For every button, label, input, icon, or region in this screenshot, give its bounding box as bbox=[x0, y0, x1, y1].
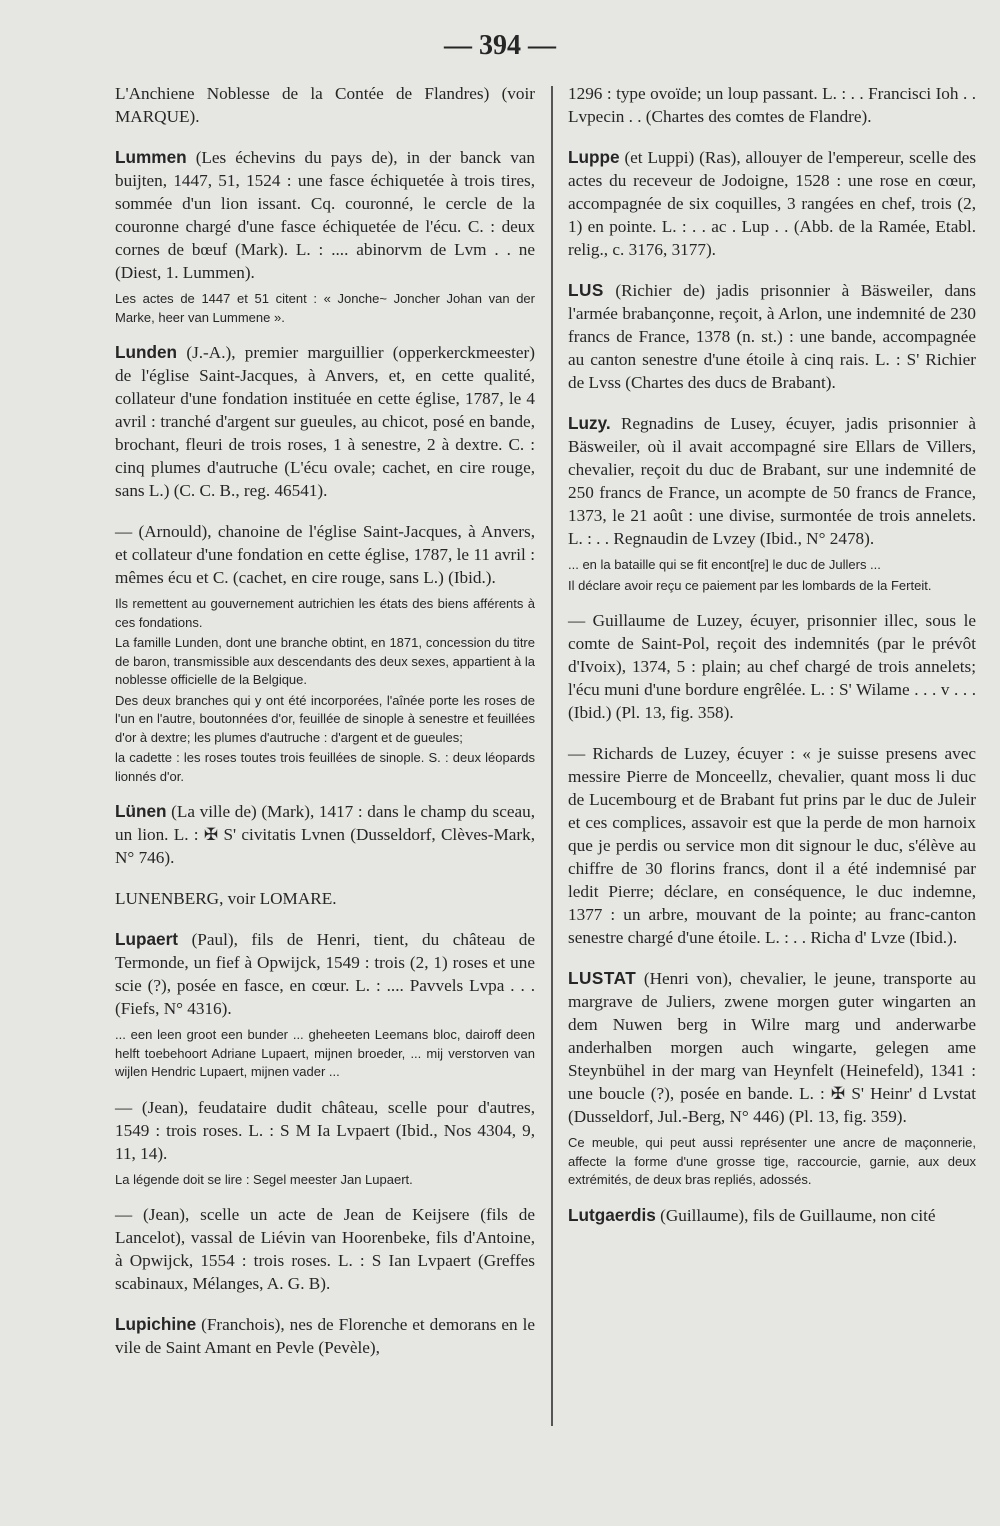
entry-lupaert-jean-2 bbox=[115, 1203, 535, 1295]
note-lupaert-jean-1-note: La légende doit se lire : Segel meester Jan Lupaert. bbox=[115, 1171, 413, 1187]
headword: Lupichine bbox=[115, 1314, 197, 1334]
note-lupaert-paul-note: ... een leen groot een bunder ... gheheeten Leemans bloc, dairoff deen helft toebehoort Adriane Lupaert, mijnen broeder, ... mij verstorven van wijlen Hendric Lupaert, mijnen vader ... bbox=[115, 1027, 535, 1079]
entry-lupaert-paul bbox=[115, 928, 535, 1020]
entry-text: (Paul), fils de Henri, tient, du château de Termonde, un fief à Opwijck, 1549 : trois (2, 1) roses et une scie (?), posée en fasce, en cœur. L. : .... Pavvels Lvpa . . . (Fiefs, N° 4316). bbox=[115, 930, 535, 1018]
headword: Lummen bbox=[115, 147, 187, 167]
headword: Luzy. bbox=[568, 413, 611, 433]
entry-text: — (Arnould), chanoine de l'église Saint-Jacques, à Anvers, et collateur d'une fondation en cette église, 1787, le 11 avril : mêmes écu et C. (cachet, en cire rouge, sans L.) (Ibid.). bbox=[115, 522, 535, 587]
headword: Lutgaerdis bbox=[568, 1204, 656, 1225]
note-luzy-note: Il déclare avoir reçu ce paiement par les lombards de la Ferteit. bbox=[568, 577, 932, 593]
entry-text: — (Jean), feudataire dudit château, scelle pour d'autres, 1549 : trois roses. L. : S M Ia Lvpaert (Ibid., Nos 4304, 9, 11, 14). bbox=[115, 1097, 535, 1163]
entry-lupichine-cont bbox=[568, 82, 976, 128]
headword: LUSTAT bbox=[568, 968, 637, 988]
entry-luzy-guillaume bbox=[568, 609, 976, 724]
entry-luzy-richards bbox=[568, 742, 976, 949]
note-lustat-note: Ce meuble, qui peut aussi représenter une ancre de maçonnerie, affecte la forme d'une grosse tige, raccourcie, garnie, aux deux extrémités, de deux bras repliés, adossés. bbox=[568, 1135, 976, 1187]
note-lunden-note: Des deux branches qui y ont été incorporées, l'aînée porte les roses de l'un en l'autre, boutonnées d'or, feuillée de sinople à senestre et feuillées d'or à dextre; les plumes d'autruche : d'argent et de gueules; bbox=[115, 692, 535, 745]
page-number: — 394 — bbox=[444, 30, 556, 61]
column-divider bbox=[551, 86, 553, 1426]
entry-text: — (Jean), scelle un acte de Jean de Keijsere (fils de Lancelot), vassal de Liévin van Hoorenbeke, fils d'Antoine, à Opwijck, 1554 : trois roses. L. : S Ian Lvpaert (Greffes scabinaux, Mélanges, A. G. B). bbox=[115, 1205, 535, 1293]
left-column bbox=[115, 82, 535, 1377]
entry-text: (Henri von), chevalier, le jeune, transporte au margrave de Juliers, zwene morgen guter wingarten an dem Nuwen berg in Wilre marg und anderwarbe anderhalben morgen auch wingarte, gelegen ame Steynbühel in der marg van Heynfelt (Heinefeld), 1341 : une boucle (?), posée en bande. L. : ✠ S' Heinr' d Lvstat (Dusseldorf, Jul.-Berg, N° 446) (Pl. 13, fig. 359). bbox=[568, 969, 976, 1126]
entry-text: — Guillaume de Luzey, écuyer, prisonnier illec, sous le comte de Saint-Pol, reçoit des indemnités (par le prévôt d'Ivoix), 1374, 5 : plain; au chef chargé de trois annelets; l'écu muni d'une bordure engrêlée. L. : S' Wilame . . . v . . . (Ibid.) (Pl. 13, fig. 358). bbox=[568, 611, 976, 722]
entry-lupaert-jean-1 bbox=[115, 1096, 535, 1165]
entry-text: LUNENBERG, voir LOMARE. bbox=[115, 889, 337, 908]
note-luzy-note: ... en la bataille qui se fit encont[re] le duc de Jullers ... bbox=[568, 557, 881, 572]
entry-lutgaerdis bbox=[568, 1204, 976, 1227]
entry-text: 1296 : type ovoïde; un loup passant. L. : . . Francisci Ioh . . Lvpecin . . (Chartes des comtes de Flandre). bbox=[568, 84, 976, 126]
entry-text: (Richier de) jadis prisonnier à Bäsweiler, dans l'armée brabançonne, reçoit, à Arlon, une indemnité de 230 francs de France, 1378 (n. st.) : une bande, accompagnée au canton senestre d'une étoile à cinq rais. L. : S' Richier de Lvss (Chartes des ducs de Brabant). bbox=[568, 281, 976, 392]
entry-luppe bbox=[568, 146, 976, 261]
entry-text: (et Luppi) (Ras), allouyer de l'empereur, scelle des actes du receveur de Jodoigne, 1528 : une rose en cœur, accompagnée de six coquilles, 3 rangées en chef, trois (2, 1) en pointe. L. : . . ac . Lup . . (Abb. de la Ramée, Etabl. relig., c. 3176, 3177). bbox=[568, 148, 977, 259]
entry-anchienne bbox=[115, 82, 535, 128]
entry-text: (Franchois), nes de Florenche et demorans en le vile de Saint Amant en Pevle (Pevèle), bbox=[115, 1315, 535, 1357]
entry-text: (Guillaume), fils de Guillaume, non cité bbox=[660, 1205, 936, 1225]
headword: LUS bbox=[568, 280, 604, 300]
entry-text: (La ville de) (Mark), 1417 : dans le champ du sceau, un lion. L. : ✠ S' civitatis Lvnen (Dusseldorf, Clèves-Mark, N° 746). bbox=[115, 802, 536, 867]
entry-text: (Les échevins du pays de), in der banck van buijten, 1447, 51, 1524 : une fasce échiquetée à trois tires, sommée d'un lion issant. Cq. couronné, le cercle de la couronne chargé d'une fasce échiquetée de l'écu. C. : deux cornes de bœuf (Mark). L. : .... abinorvm de Lvm . . ne (Diest, 1. Lummen). bbox=[115, 148, 536, 282]
headword: Lunden bbox=[115, 342, 178, 362]
headword: Lupaert bbox=[115, 929, 179, 949]
right-column bbox=[568, 82, 976, 1245]
entry-lus bbox=[568, 279, 976, 394]
entry-lunden-ja bbox=[115, 341, 535, 502]
entry-text: (J.-A.), premier marguillier (opperkerckmeester) de l'église Saint-Jacques, à Anvers, et, en cette qualité, collateur d'une fondation instituée en cette église, 1787, le 4 avril : tranché d'argent sur gueules, au chicot, posé en bande, brochant, fleuri de trois roses, 1 à senestre, 2 à dextre. C. : cinq plumes d'autruche (L'écu ovale; cachet, en cire rouge, sans L.) (C. C. B., reg. 46541). bbox=[115, 343, 535, 500]
entry-lummen bbox=[115, 146, 535, 284]
headword: Lünen bbox=[115, 801, 167, 821]
entry-text: Regnadins de Lusey, écuyer, jadis prisonnier à Bäsweiler, où il avait accompagné sire Ellars de Villers, chevalier, reçoit du duc de Brabant, sur une indemnité de 250 francs de France, un acompte de 50 francs de France, 1373, le 21 août : une divise, surmontée de trois annelets. L. : . . Regnaudin de Lvzey (Ibid., N° 2478). bbox=[568, 414, 976, 548]
entry-text: L'Anchiene Noblesse de la Contée de Flandres) (voir MARQUE). bbox=[115, 84, 535, 126]
entry-luzy bbox=[568, 412, 976, 550]
headword: Luppe bbox=[568, 147, 620, 167]
entry-lustat bbox=[568, 967, 976, 1128]
note-lunden-note: La famille Lunden, dont une branche obtint, en 1871, concession du titre de baron, transmissible aux descendants des deux sexes, appartient à la noblesse officielle de la Belgique. bbox=[115, 635, 535, 687]
note-lunden-note: Ils remettent au gouvernement autrichien les états des biens afférents à ces fondations. bbox=[115, 596, 535, 630]
note-lummen-note: Les actes de 1447 et 51 citent : « Jonche~ Joncher Johan van der Marke, heer van Lummene ». bbox=[115, 291, 535, 325]
note-lunden-note: la cadette : les roses toutes trois feuillées de sinople. S. : deux léopards lionnés d'or. bbox=[115, 750, 535, 784]
entry-lunden-arnould bbox=[115, 520, 535, 589]
entry-text: — Richards de Luzey, écuyer : « je suisse presens avec messire Pierre de Monceellz, chevalier, quant moss li duc de Lucembourg et de Brabant fut prins par le duc de Juleir et ces complices, assavoir est que la perde de mon harnoix que je perdis ou service mon dit signour le duc, s'élève au chiffre de 30 florins francs, dont il a été indemnisé par ledit Pierre; déclare, en conséquence, le duc indemne, 1377 : un arbre, mouvant de la pointe; au franc-canton senestre chargé d'une étoile. L. : . . Richa d' Lvze (Ibid.). bbox=[568, 744, 976, 947]
entry-lunenberg bbox=[115, 887, 535, 910]
entry-lupichine bbox=[115, 1313, 535, 1359]
entry-lunen bbox=[115, 800, 535, 869]
